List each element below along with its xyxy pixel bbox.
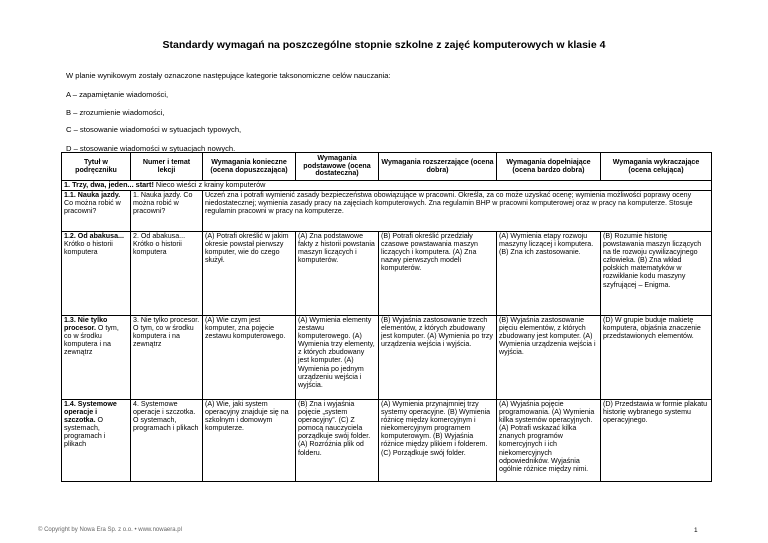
header-row [62, 153, 712, 181]
section-row [62, 181, 712, 191]
row-lesson: 4. Systemowe operacje i szczotka. O systemach, programach i plikach [131, 400, 203, 482]
cell-basic: (A) Wymienia elementy zestawu komputerowego. (A) Wymienia trzy elementy, z których zbudowany jest komputer. (A) Wymienia po jednym urządzeniu wejścia i wyjścia. [296, 316, 379, 400]
legend-item-d: D – stosowanie wiadomości w sytuacjach nowych. [66, 144, 236, 153]
cell-extended: (B) Wyjaśnia zastosowanie trzech elementów, z których zbudowany jest komputer. (A) Wymienia po trzy urządzenia wejścia i wyjścia. [379, 316, 497, 400]
cell-supplementary: (A) Wymienia etapy rozwoju maszyny liczącej i komputera. (B) Zna ich zastosowanie. [497, 232, 601, 316]
intro-text: W planie wynikowym zostały oznaczone następujące kategorie taksonomiczne celów nauczania: [66, 71, 391, 80]
table-row [62, 232, 712, 316]
header-beyond: Wymagania wykraczające (ocena celująca) [601, 153, 712, 181]
table-row [62, 191, 712, 232]
cell-extended: (B) Potrafi określić przedziały czasowe powstawania maszyn liczących i komputera. (A) Zna nazwy pierwszych modeli komputerów. [379, 232, 497, 316]
row-lesson: 3. Nie tylko procesor. O tym, co w środku komputera i na zewnątrz [131, 316, 203, 400]
legend-item-a: A – zapamiętanie wiadomości, [66, 90, 169, 99]
row-lesson: 2. Od abakusa... Krótko o historii komputera [131, 232, 203, 316]
cell-supplementary: (A) Wyjaśnia pojęcie programowania. (A) Wymienia kilka systemów operacyjnych. (A) Potrafi wskazać kilka znanych programów komercyjnych i ich niekomercyjnych odpowiedników. Wyjaśnia ogólnie różnice między nimi. [497, 400, 601, 482]
header-extended: Wymagania rozszerzające (ocena dobra) [379, 153, 497, 181]
cell-required: (A) Potrafi określić w jakim okresie powstał pierwszy komputer, wie do czego służył. [203, 232, 296, 316]
row-title: 1.3. Nie tylko procesor. O tym, co w środku komputera i na zewnątrz [62, 316, 131, 400]
header-supplementary: Wymagania dopełniające (ocena bardzo dobra) [497, 153, 601, 181]
page-number: 1 [694, 527, 698, 534]
copyright-footer: © Copyright by Nowa Era Sp. z o.o. • www.nowaera.pl [38, 527, 182, 533]
cell-required: (A) Wie, jaki system operacyjny znajduje się na szkolnym i domowym komputerze. [203, 400, 296, 482]
legend-item-c: C – stosowanie wiadomości w sytuacjach typowych, [66, 125, 242, 134]
header-lesson: Numer i temat lekcji [131, 153, 203, 181]
header-required: Wymagania konieczne (ocena dopuszczająca) [203, 153, 296, 181]
cell-beyond: (D) W grupie buduje makietę komputera, objaśnia znaczenie przedstawionych elementów. [601, 316, 712, 400]
cell-beyond: (D) Przedstawia w formie plakatu historię wybranego systemu operacyjnego. [601, 400, 712, 482]
row-title: 1.4. Systemowe operacje i szczotka. O systemach, programach i plikach [62, 400, 131, 482]
cell-basic: (A) Zna podstawowe fakty z historii powstania maszyn liczących i komputerów. [296, 232, 379, 316]
cell-required: (A) Wie czym jest komputer, zna pojęcie zestawu komputerowego. [203, 316, 296, 400]
table-row [62, 400, 712, 482]
row-title: 1.2. Od abakusa... Krótko o historii komputera [62, 232, 131, 316]
legend-item-b: B – zrozumienie wiadomości, [66, 108, 165, 117]
row-title: 1.1. Nauka jazdy. Co można robić w pracowni? [62, 191, 131, 232]
section-title: 1. Trzy, dwa, jeden... start! Nieco wieści z krainy komputerów [62, 181, 712, 191]
requirements-table [61, 152, 712, 482]
cell-supplementary: (B) Wyjaśnia zastosowanie pięciu elementów, z których zbudowany jest komputer. (A) Wymienia urządzenia wejścia i wyjścia. [497, 316, 601, 400]
page-title: Standardy wymagań na poszczególne stopnie szkolne z zajęć komputerowych w klasie 4 [162, 39, 606, 51]
row-lesson: 1. Nauka jazdy. Co można robić w pracowni? [131, 191, 203, 232]
cell-extended: (A) Wymienia przynajmniej trzy systemy operacyjne. (B) Wymienia różnicę między komercyjnym i niekomercyjnym programem komputerowym. (B) Wyjaśnia różnice między plikiem i folderem. (C) Porządkuje swój folder. [379, 400, 497, 482]
cell-beyond: (B) Rozumie historię powstawania maszyn liczących na tle rozwoju cywilizacyjnego człowieka. (B) Zna wkład polskich matematyków w rozwikłanie kodu maszyny szyfrującej – Enigma. [601, 232, 712, 316]
header-title: Tytuł w podręczniku [62, 153, 131, 181]
row-merged-requirements: Uczeń zna i potrafi wymienić zasady bezpieczeństwa obowiązujące w pracowni. Określa, za co może uzyskać ocenę; wymienia możliwości poprawy oceny niedostatecznej; wymienia zasady pracy na zajęciach komputerowych. Zna regulamin BHP w pracowni komputerowej oraz w pracy na komputerze. Stosuje regulamin pracowni w pracy na komputerze. [203, 191, 712, 232]
cell-basic: (B) Zna i wyjaśnia pojęcie „system operacyjny”. (C) Z pomocą nauczyciela porządkuje swój folder. (A) Rozróżnia plik od folderu. [296, 400, 379, 482]
table-row [62, 316, 712, 400]
header-basic: Wymagania podstawowe (ocena dostateczna) [296, 153, 379, 181]
